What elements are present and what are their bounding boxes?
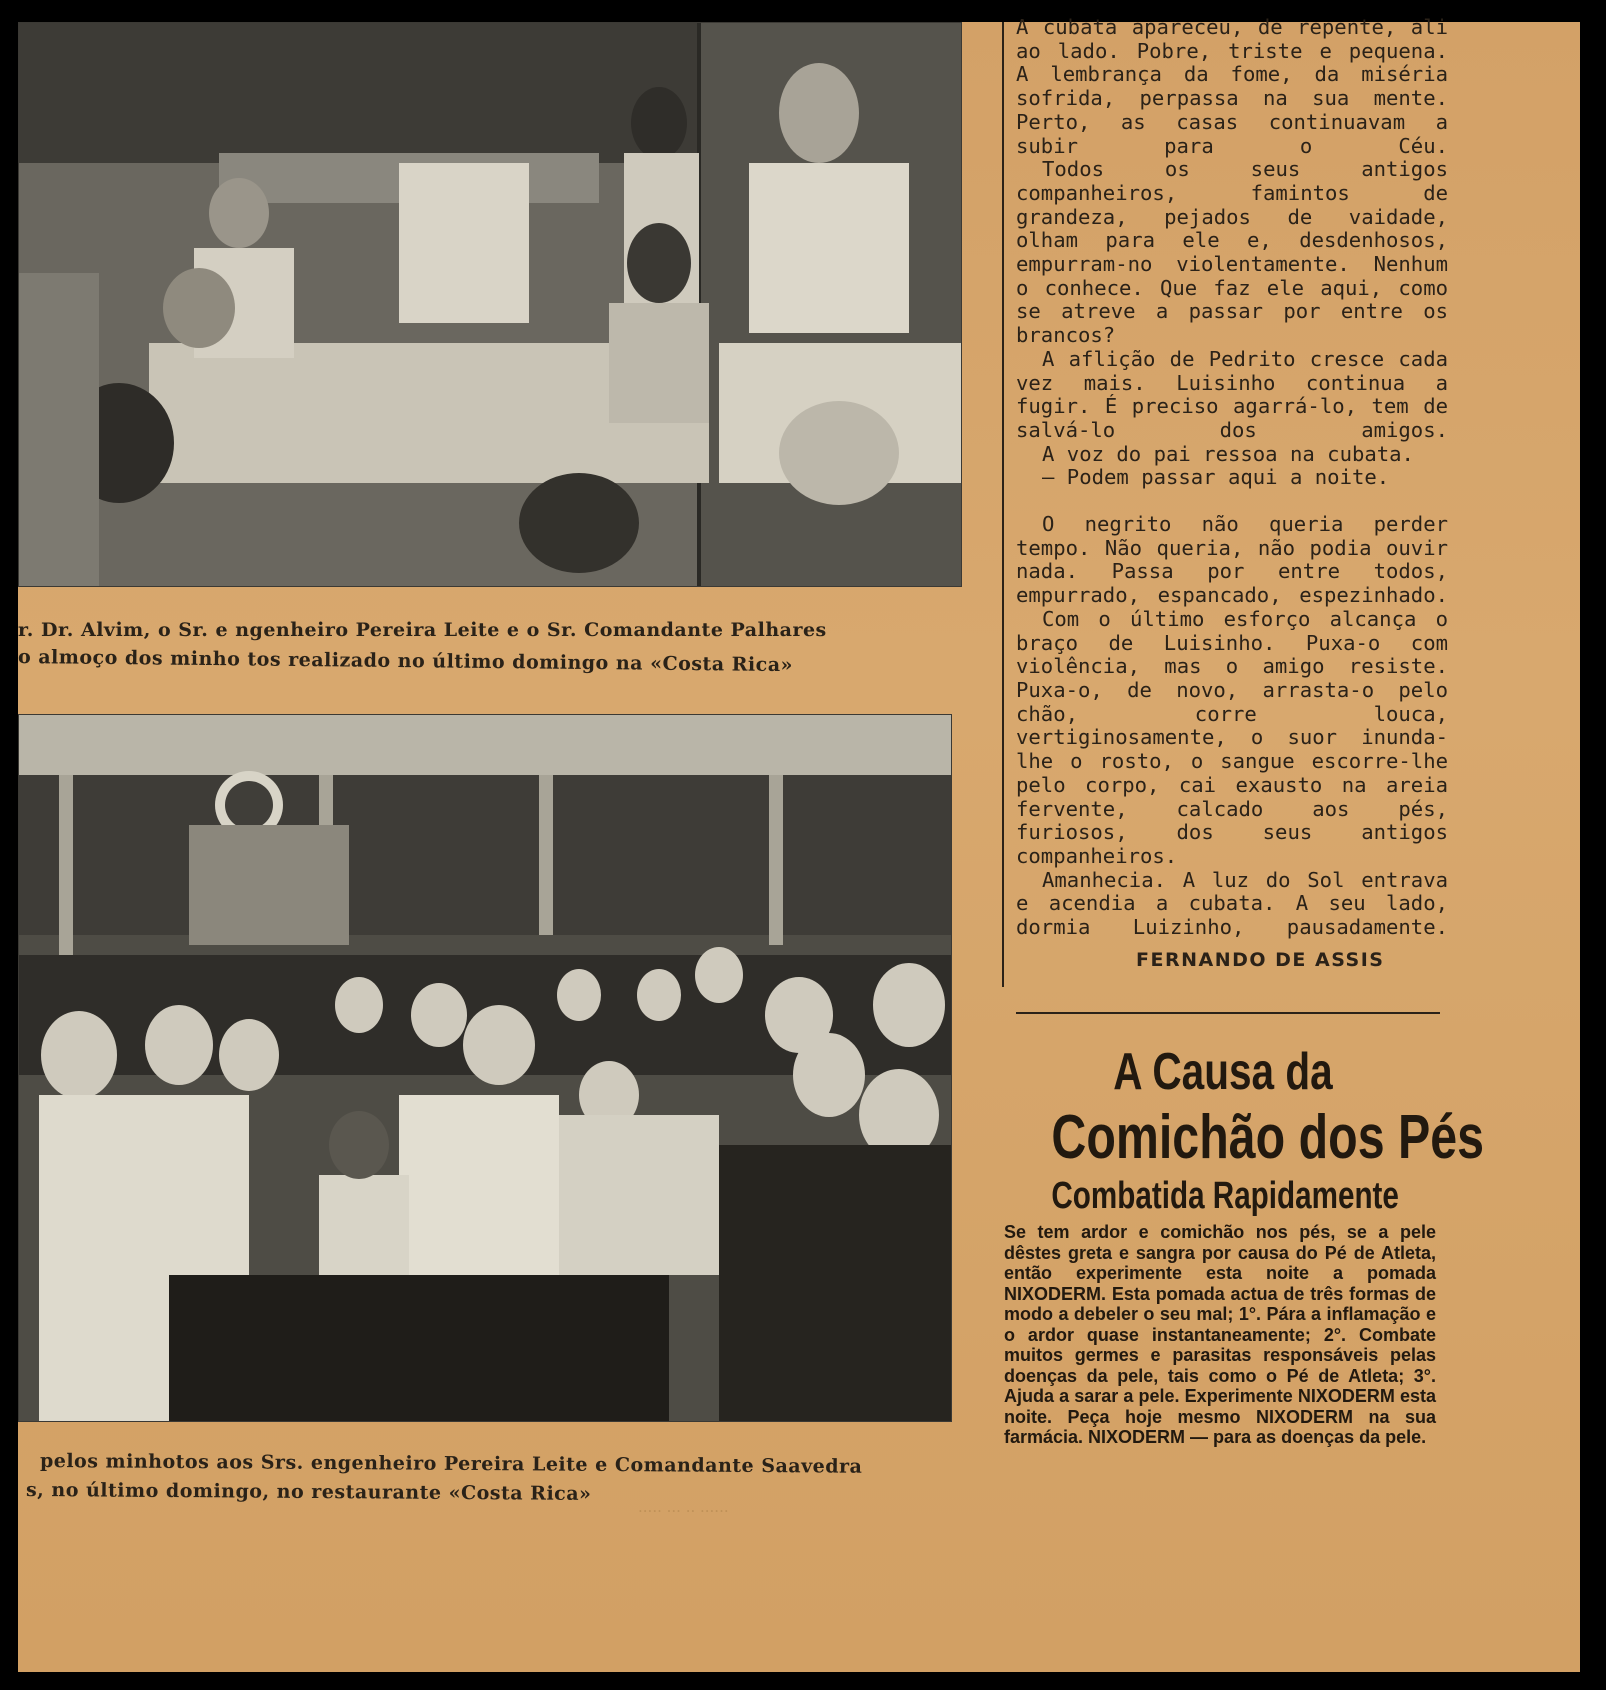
photo-banquet-image	[19, 715, 951, 1421]
ad-body-text: Se tem ardor e comichão nos pés, se a pele dêstes greta e sangra por causa do Pé de Atleta, então experimente esta noite a pomada NIXODERM. Esta pomada actua de três formas de modo a debeler o seu mal; 1°. Pára a inflamação e o ardor quase instantaneamente; 2°. Combate muitos germes e parasitas responsáveis pelas doenças da pele, tais como o Pé de Atleta; 3°. Ajuda a sarar a pele. Experimente NIXODERM esta noite. Peça hoje mesmo NIXODERM na sua farmácia. NIXODERM — para as doenças da pele.	[1004, 1222, 1436, 1447]
ad-headline-line1: A Causa da	[1113, 1043, 1333, 1101]
photo-head-table-image	[19, 23, 961, 586]
photo-banquet-caption-line2: s, no último domingo, no restaurante «Costa Rica»	[25, 1479, 592, 1505]
ad-headline-line2: Comichão dos Pés	[1051, 1103, 1485, 1172]
story-paragraph: Amanhecia. A luz do Sol entrava e acendia a cubata. A seu lado, dormia Luizinho, pausadamente.	[1016, 867, 1448, 940]
story-paragraph: Todos os seus antigos companheiros, famintos de grandeza, pejados de vaidade, olham para ele e, desdenhosos, empurram-no violentamente. Nenhum o conhece. Que faz ele aqui, como se atreve a passar por entre os brancos?	[1016, 157, 1448, 348]
ad-subhead: Combatida Rapidamente	[1051, 1175, 1399, 1217]
photo-banquet	[18, 714, 952, 1422]
column-rule	[1002, 22, 1004, 987]
photo-head-table-caption-line1: r. Dr. Alvim, o Sr. e ngenheiro Pereira Leite e o Sr. Comandante Palhares	[18, 619, 827, 641]
story-author: FERNANDO DE ASSIS	[1136, 949, 1385, 971]
section-rule	[1016, 1012, 1440, 1014]
photo-head-table-caption-line2: o almoço dos minho tos realizado no último domingo na «Costa Rica»	[17, 646, 794, 677]
newspaper-clipping	[17, 15, 1580, 1672]
story-paragraph: A aflição de Pedrito cresce cada vez mais. Luisinho continua a fugir. É preciso agarrá-lo, tem de salvá-lo dos amigos.	[1016, 346, 1448, 442]
photo-banquet-caption-line1: pelos minhotos aos Srs. engenheiro Pereira Leite e Comandante Saavedra	[39, 1450, 863, 1478]
story-paragraph: O negrito não queria perder tempo. Não queria, não podia ouvir nada. Passa por entre todos, empurrado, espancado, espezinhado.	[1016, 512, 1448, 608]
story-paragraph: — Podem passar aqui a noite.	[1042, 465, 1390, 490]
story-text	[1016, 16, 1448, 940]
bleed-through-text: ······ ·· ··· ·····	[638, 1502, 729, 1520]
story-paragraph: A voz do pai ressoa na cubata.	[1042, 441, 1414, 466]
photo-head-table	[18, 22, 962, 587]
story-paragraph: Com o último esforço alcança o braço de Luisinho. Puxa-o com violência, mas o amigo resiste. Puxa-o, de novo, arrasta-o pelo chão, corre louca, vertiginosamente, o suor inunda-lhe o rosto, o sangue escorre-lhe pelo corpo, cai exausto na areia fervente, calcado aos pés, furiosos, dos seus antigos companheiros.	[1016, 606, 1448, 868]
story-paragraph: A cubata apareceu, de repente, ali ao lado. Pobre, triste e pequena. A lembrança da fome, da miséria sofrida, perpassa na sua mente. Perto, as casas continuavam a subir para o Céu.	[1016, 15, 1448, 158]
